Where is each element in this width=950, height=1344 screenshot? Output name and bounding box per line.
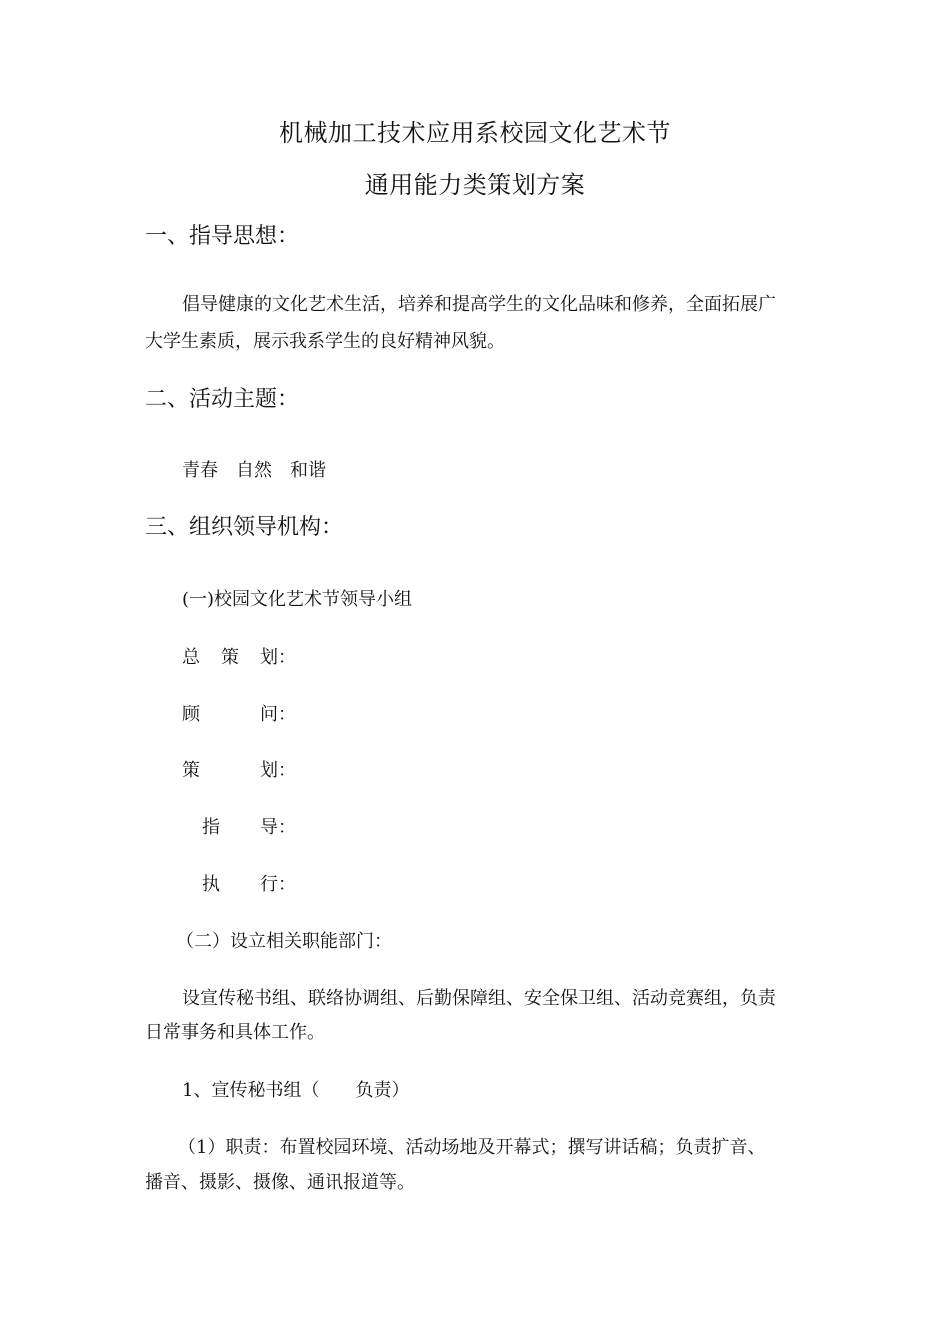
section3-subheading-leadership-group: (一)校园文化艺术节领导小组 [182,589,413,610]
role-char: 策 [182,760,200,781]
section3-subheading-departments: （二）设立相关职能部门： [176,931,392,952]
role-char: 指 [202,817,220,838]
role-char: 总 [182,647,200,668]
role-char: 执 [202,874,220,895]
section1-paragraph-line1: 倡导健康的文化艺术生活，培养和提高学生的文化品味和修养，全面拓展广 [182,294,776,315]
section2-heading: 二、活动主题： [145,387,300,412]
group1-duty-line2: 播音、摄影、摄像、通讯报道等。 [145,1172,415,1193]
group1-heading: 1、宣传秘书组（ 负责） [182,1080,410,1101]
document-title-line2: 通用能力类策划方案 [364,171,586,199]
role-char: 问： [260,704,296,725]
document-title-line1: 机械加工技术应用系校园文化艺术节 [279,119,671,147]
role-char: 导： [260,817,296,838]
role-char: 顾 [182,704,200,725]
role-char: 策 [221,647,239,668]
role-char: 划： [260,647,296,668]
role-char: 划： [260,760,296,781]
role-char: 行： [260,874,296,895]
departments-paragraph-line1: 设宣传秘书组、联络协调组、后勤保障组、安全保卫组、活动竞赛组，负责 [182,988,776,1009]
departments-paragraph-line2: 日常事务和具体工作。 [145,1022,325,1043]
section1-heading: 一、指导思想： [145,224,300,249]
group1-duty-line1: （1）职责：布置校园环境、活动场地及开幕式；撰写讲话稿；负责扩音、 [178,1137,766,1158]
section3-heading: 三、组织领导机构： [145,515,344,540]
section1-paragraph-line2: 大学生素质，展示我系学生的良好精神风貌。 [145,331,505,352]
section2-theme: 青春 自然 和谐 [182,460,326,481]
